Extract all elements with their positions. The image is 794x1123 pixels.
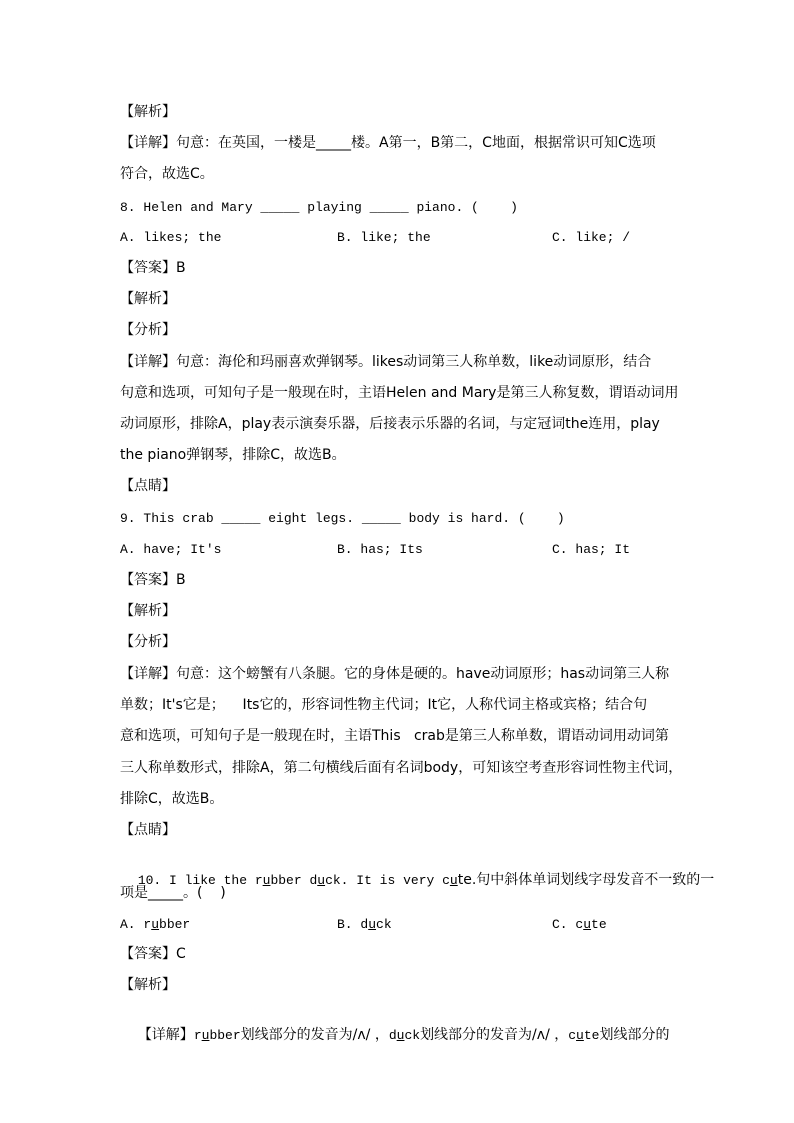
question-9: 9. This crab _____ eight legs. _____ body is hard. ( ) bbox=[120, 511, 565, 526]
option-a: A. have; It's bbox=[120, 542, 222, 557]
option-a: A. likes; the bbox=[120, 230, 222, 245]
option-b: B. duck bbox=[337, 917, 392, 932]
option-a: A. rubber bbox=[120, 917, 191, 932]
option-c: C. has; It bbox=[552, 542, 631, 557]
fenxi-heading: 【分析】 bbox=[120, 322, 176, 338]
detail-text: 三人称单数形式，排除A，第二句横线后面有名词body，可知该空考查形容词性物主代词， bbox=[120, 760, 683, 776]
detail-text: 【详解】rubber划线部分的发音为/ʌ/ ，duck划线部分的发音为/ʌ/ ，cute划线部分的 bbox=[137, 1027, 670, 1043]
option-b: B. like; the bbox=[337, 230, 431, 245]
detail-text: 意和选项，可知句子是一般现在时，主语This crab是第三人称单数，谓语动词用动词第 bbox=[120, 728, 669, 744]
answer: 【答案】B bbox=[120, 572, 186, 588]
detail-text: 排除C，故选B。 bbox=[120, 791, 224, 807]
option-c: C. like; / bbox=[552, 230, 631, 245]
question-10: 10. I like the rubber duck. It is very cute.句中斜体单词划线字母发音不一致的一 bbox=[137, 872, 715, 888]
analysis-heading: 【解析】 bbox=[120, 104, 176, 120]
detail-text: 【详解】句意：在英国，一楼是_____楼。A第一，B第二，C地面，根据常识可知C选项 bbox=[120, 135, 656, 151]
analysis-heading: 【解析】 bbox=[120, 291, 176, 307]
detail-text: the piano弹钢琴，排除C，故选B。 bbox=[120, 447, 346, 463]
detail-text: 单数；It's它是； Its它的，形容词性物主代词；It它，人称代词主格或宾格；结合句 bbox=[120, 697, 648, 713]
dianjing-heading: 【点睛】 bbox=[120, 478, 176, 494]
fenxi-heading: 【分析】 bbox=[120, 634, 176, 650]
analysis-heading: 【解析】 bbox=[120, 603, 176, 619]
option-c: C. cute bbox=[552, 917, 607, 932]
answer: 【答案】B bbox=[120, 260, 186, 276]
detail-text: 符合，故选C。 bbox=[120, 166, 214, 182]
analysis-heading: 【解析】 bbox=[120, 977, 176, 993]
dianjing-heading: 【点睛】 bbox=[120, 822, 176, 838]
option-b: B. has; Its bbox=[337, 542, 423, 557]
answer: 【答案】C bbox=[120, 946, 186, 962]
detail-text: 动词原形，排除A，play表示演奏乐器，后接表示乐器的名词，与定冠词the连用，play bbox=[120, 416, 660, 432]
question-8: 8. Helen and Mary _____ playing _____ piano. ( ) bbox=[120, 200, 518, 215]
question-10-line2: 项是_____。( ) bbox=[120, 885, 226, 901]
detail-text: 【详解】句意：这个螃蟹有八条腿。它的身体是硬的。have动词原形；has动词第三人称 bbox=[120, 666, 670, 682]
detail-text: 句意和选项，可知句子是一般现在时，主语Helen and Mary是第三人称复数，谓语动词用 bbox=[120, 385, 679, 401]
detail-text: 【详解】句意：海伦和玛丽喜欢弹钢琴。likes动词第三人称单数，like动词原形，结合 bbox=[120, 354, 652, 370]
